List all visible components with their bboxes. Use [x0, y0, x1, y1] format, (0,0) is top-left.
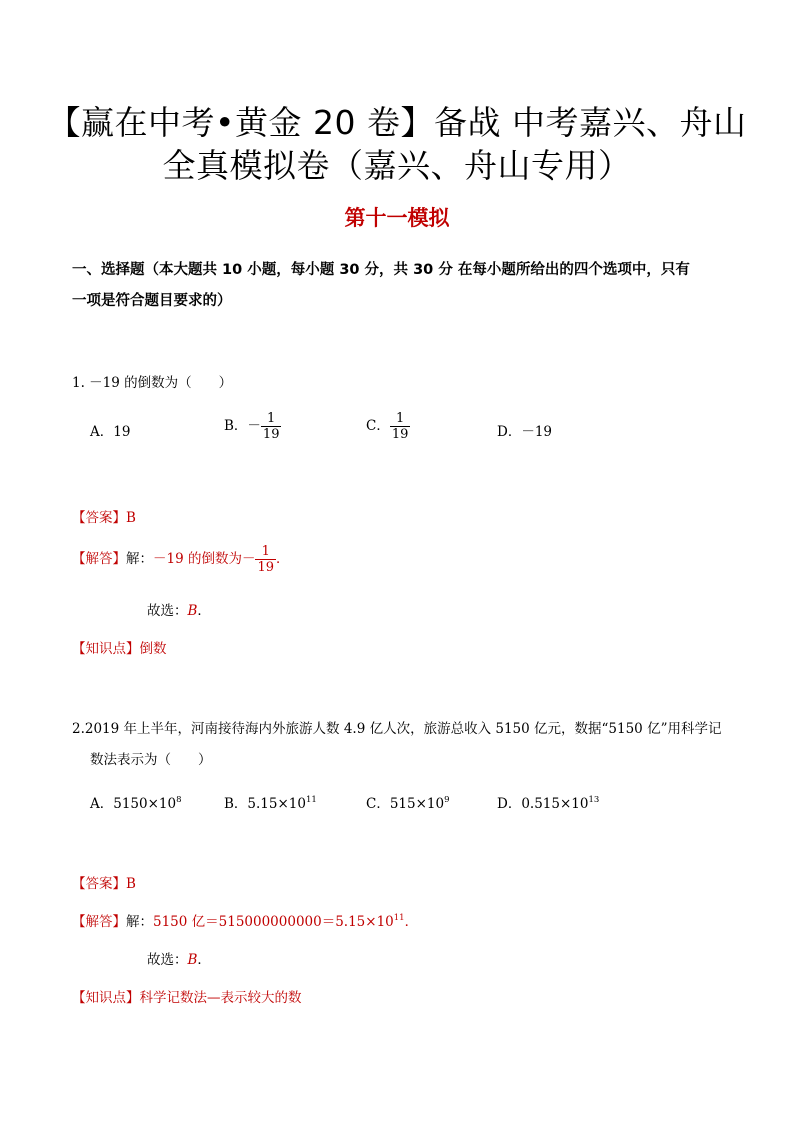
choose-prefix: 故选：	[147, 603, 188, 619]
fraction-denominator: 19	[262, 427, 280, 442]
question-2-answer	[72, 872, 136, 892]
document-title-line1: 【赢在中考•黄金 20 卷】备战 中考嘉兴、舟山	[47, 103, 747, 142]
question-2-option-d	[497, 792, 599, 812]
option-exponent: 13	[588, 795, 600, 805]
question-1-option-a	[90, 420, 130, 440]
fraction-denominator: 19	[257, 560, 275, 575]
question-2-choose	[147, 948, 211, 968]
solution-end: ．	[276, 551, 290, 567]
option-value: －19	[521, 424, 553, 440]
option-label: C．	[366, 796, 390, 812]
answer-tag: 【答案】	[72, 876, 126, 892]
knowledge-value: 科学记数法—表示较大的数	[139, 990, 302, 1006]
question-2-option-c	[366, 792, 450, 812]
fraction	[261, 411, 282, 442]
solution-tag: 【解答】	[72, 551, 126, 567]
option-base: 5150×10	[113, 796, 177, 812]
question-1-stem: 1. －19 的倒数为（ ）	[72, 375, 233, 391]
fraction	[390, 411, 411, 442]
question-1-option-d	[497, 420, 552, 440]
choose-end: ．	[197, 952, 211, 968]
section-heading-line1: 一、选择题（本大题共 10 小题，每小题 30 分，共 30 分 在每小题所给出的四个选项中，只有	[72, 262, 690, 278]
question-1-option-b	[224, 411, 281, 442]
minus-sign: －	[247, 418, 261, 434]
option-base: 515×10	[389, 796, 445, 812]
question-1-answer	[72, 506, 136, 526]
answer-value: B	[126, 510, 136, 526]
fraction	[255, 544, 276, 575]
option-base: 0.515×10	[521, 796, 589, 812]
knowledge-value: 倒数	[139, 641, 167, 657]
option-label: A．	[90, 796, 114, 812]
fraction-numerator: 1	[255, 544, 276, 560]
fraction-denominator: 19	[391, 427, 409, 442]
option-exponent: 8	[176, 795, 182, 805]
fraction-numerator: 1	[261, 411, 282, 427]
option-label: B．	[224, 796, 248, 812]
solution-prefix: 解：	[126, 551, 153, 567]
solution-prefix: 解：	[126, 914, 153, 930]
option-label: D．	[497, 796, 522, 812]
knowledge-tag: 【知识点】	[72, 641, 140, 657]
answer-tag: 【答案】	[72, 510, 126, 526]
solution-text: 5150 亿＝515000000000＝5.15×10	[153, 914, 394, 930]
choose-value: B	[187, 603, 198, 619]
option-label: D．	[497, 424, 522, 440]
choose-prefix: 故选：	[147, 952, 188, 968]
fraction-numerator: 1	[390, 411, 411, 427]
answer-value: B	[126, 876, 136, 892]
option-exponent: 11	[305, 795, 317, 805]
option-label: C．	[366, 418, 390, 434]
question-2-knowledge	[72, 986, 302, 1006]
solution-tag: 【解答】	[72, 914, 126, 930]
option-value: 19	[113, 424, 131, 440]
section-heading-line2: 一项是符合题目要求的）	[72, 293, 232, 309]
question-2-stem-line1: 2.2019 年上半年，河南接待海内外旅游人数 4.9 亿人次，旅游总收入 5150 亿元，数据“5150 亿”用科学记	[72, 721, 722, 737]
document-title-line2: 全真模拟卷（嘉兴、舟山专用）	[162, 146, 632, 185]
option-label: A．	[90, 424, 114, 440]
option-exponent: 9	[444, 795, 450, 805]
question-1-choose	[147, 599, 211, 619]
knowledge-tag: 【知识点】	[72, 990, 140, 1006]
choose-end: ．	[197, 603, 211, 619]
question-2-option-a	[90, 792, 182, 812]
question-2-solution	[72, 910, 418, 930]
solution-exponent: 11	[393, 913, 405, 923]
question-1-option-c	[366, 411, 410, 442]
choose-value: B	[187, 952, 198, 968]
solution-end: ．	[404, 914, 419, 930]
question-1-solution	[72, 544, 290, 575]
option-base: 5.15×10	[247, 796, 306, 812]
document-subtitle: 第十一模拟	[344, 206, 450, 230]
question-1-knowledge	[72, 637, 167, 657]
solution-text: －19 的倒数为－	[153, 551, 256, 567]
question-2-option-b	[224, 792, 317, 812]
option-label: B．	[224, 418, 248, 434]
question-2-stem-line2: 数法表示为（ ）	[90, 752, 212, 768]
